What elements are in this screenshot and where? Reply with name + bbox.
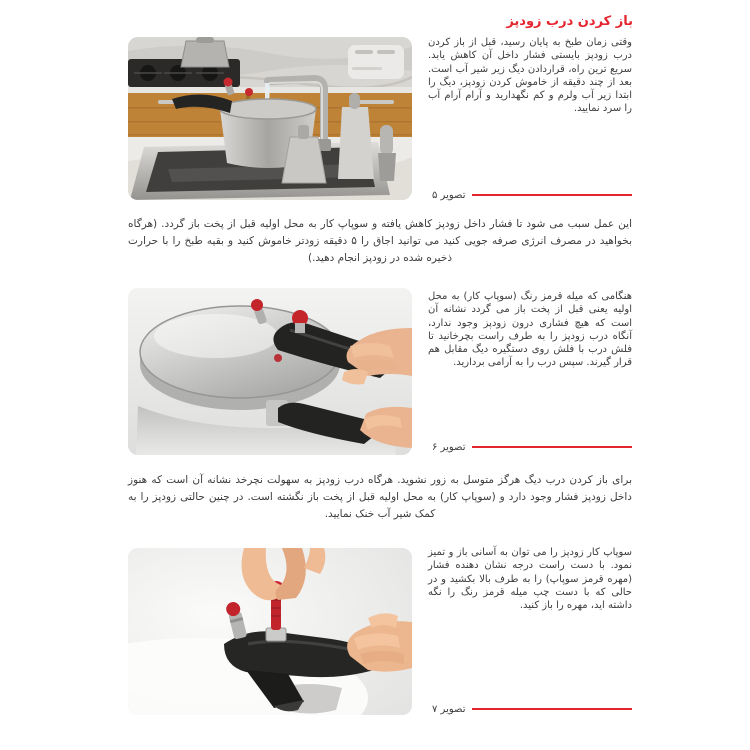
figure-6-caption: تصویر ۶ [432, 441, 466, 453]
figure-5-caption: تصویر ۵ [432, 189, 466, 201]
paragraph-pressure-release: این عمل سبب می شود تا فشار داخل زودپز کاهش یافته و سوپاپ کار به محل اولیه قبل از پخت باز گردد. (هرگاه بخواهید در مصرف انرژی صرفه جویی کنید می توانید اجاق را ۵ دقیقه زودتر خاموش کنید و بقیه طبخ را با حرارت ذخیره شده در زودپز انجام دهید.) [128, 218, 632, 264]
caption-rule-line [472, 194, 632, 197]
caption-rule-line [472, 446, 632, 449]
paragraph-cooling-intro: وقتی زمان طبخ به پایان رسید، قبل از باز کردن درب زودپز بایستی فشار داخل آن کاهش یابد. سریع ترین راه، قراردادن دیگ زیر شیر آب است. بعد از چند دقیقه از خاموش کردن زودپز، دیگ را ابتدا زیر آب ولرم و کم نگهدارید و آرام آرام آب را سرد نمایید. [428, 37, 632, 115]
figure-7-photo [128, 548, 412, 715]
kitchen-sink-cooling-illustration [128, 37, 412, 200]
paragraph-red-pin-returned: هنگامی که میله قرمز رنگ (سوپاپ کار) به محل اولیه یعنی قبل از پخت باز می گردد نشانه آن است که هیچ فشاری درون زودپز وجود ندارد، آنگاه درب زودپز را به طرف راست بچرخانید تا فلش درب با فلش روی دستگیره دیگ مقابل هم قرار گیرند. سپس درب را به آرامی بردارید. [428, 291, 632, 369]
page-title: باز کردن درب زودپز [506, 14, 633, 29]
figure-6-caption-row [428, 441, 632, 453]
paragraph-never-force: برای باز کردن درب دیگ هرگز متوسل به زور نشوید. هرگاه درب زودپز به سهولت نچرخد نشانه آن است که هنوز داخل زودپز فشار وجود دارد و (سوپاپ کار) به محل اولیه قبل از پخت باز نگشته است. در چنین حالتی زودپز را به کمک شیر آب خنک نمایید. [128, 474, 632, 520]
figure-5-caption-row [428, 189, 632, 201]
caption-rule-line [472, 708, 632, 711]
paragraph-valve-cleaning: سوپاپ کار زودپز را می توان به آسانی باز و تمیز نمود. با دست راست درجه نشان دهنده فشار (مهره قرمز سوپاپ) را به طرف بالا بکشید و در حالی که با دست چپ میله قرمز رنگ را نگه داشته اید، مهره را باز کنید. [428, 547, 632, 612]
figure-7-caption-row [428, 703, 632, 715]
valve-removal-illustration [128, 548, 412, 715]
lid-opening-illustration [128, 288, 412, 455]
figure-6-photo [128, 288, 412, 455]
figure-5-photo [128, 37, 412, 200]
figure-7-caption: تصویر ۷ [432, 703, 466, 715]
